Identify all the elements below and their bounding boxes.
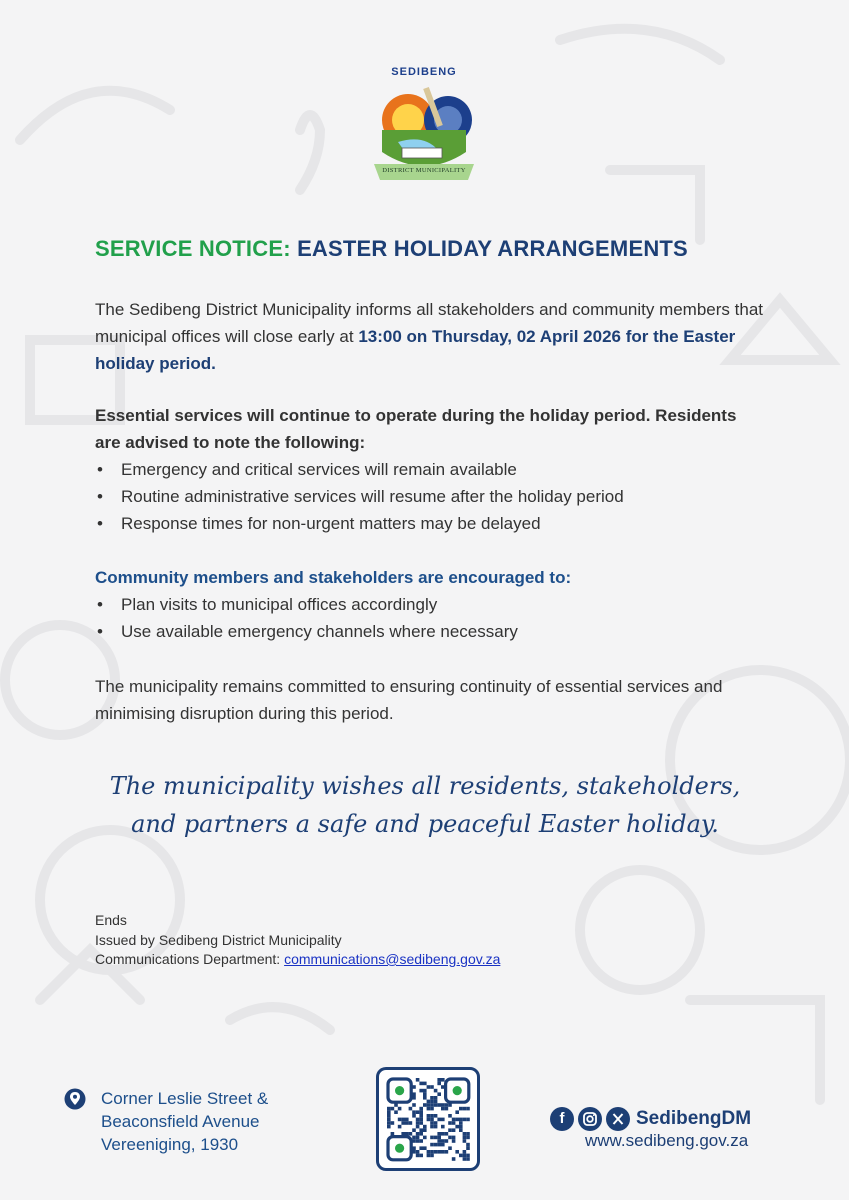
notice-title bbox=[95, 236, 775, 262]
municipality-logo bbox=[368, 60, 480, 190]
intro-text: The Sedibeng District Municipality informs all stakeholders and community members that municipal offices will close early at bbox=[95, 300, 763, 346]
address-line: Vereeniging, 1930 bbox=[101, 1135, 239, 1154]
easter-wish: The municipality wishes all residents, stakeholders, and partners a safe and peaceful Easter holiday. bbox=[109, 772, 741, 838]
facebook-icon[interactable]: f bbox=[550, 1107, 574, 1131]
address-block bbox=[101, 1087, 268, 1156]
communications-line bbox=[95, 950, 500, 970]
intro-highlight: 13:00 on Thursday, 02 April 2026 for the Easter holiday period. bbox=[95, 327, 736, 373]
issuer-block bbox=[95, 911, 500, 970]
instagram-icon[interactable] bbox=[578, 1107, 602, 1131]
ends-label: Ends bbox=[95, 912, 127, 928]
social-handle[interactable]: SedibengDM bbox=[636, 1108, 752, 1129]
essential-section bbox=[95, 402, 765, 537]
address-line: Corner Leslie Street & bbox=[101, 1089, 269, 1108]
x-icon[interactable] bbox=[606, 1107, 630, 1131]
list-item: • Use available emergency channels where necessary bbox=[95, 618, 765, 645]
encourage-list bbox=[95, 591, 765, 645]
closing-paragraph: The municipality remains committed to ensuring continuity of essential services and minimising disruption during this period. bbox=[95, 677, 723, 723]
essential-heading: Essential services will continue to operate during the holiday period. Residents are advised to note the following: bbox=[95, 406, 737, 452]
list-item: • Routine administrative services will resume after the holiday period bbox=[95, 483, 765, 510]
department-label: Communications Department: bbox=[95, 951, 281, 967]
list-item: • Emergency and critical services will remain available bbox=[95, 456, 765, 483]
qr-code[interactable] bbox=[376, 1067, 480, 1171]
list-item: • Response times for non-urgent matters may be delayed bbox=[95, 510, 765, 537]
title-label: SERVICE NOTICE: bbox=[95, 236, 291, 261]
address-line: Beaconsfield Avenue bbox=[101, 1112, 260, 1131]
title-text: EASTER HOLIDAY ARRANGEMENTS bbox=[297, 236, 688, 261]
logo-ribbon: DISTRICT MUNICIPALITY bbox=[382, 167, 466, 174]
essential-list bbox=[95, 456, 765, 537]
list-item: • Plan visits to municipal offices accordingly bbox=[95, 591, 765, 618]
encourage-heading: Community members and stakeholders are encouraged to: bbox=[95, 568, 572, 587]
issued-by: Issued by Sedibeng District Municipality bbox=[95, 931, 342, 948]
encourage-section bbox=[95, 564, 765, 645]
email-link[interactable]: communications@sedibeng.gov.za bbox=[284, 951, 501, 967]
intro-paragraph bbox=[95, 296, 765, 377]
location-pin-icon bbox=[64, 1088, 86, 1110]
logo-name: SEDIBENG bbox=[391, 66, 457, 78]
website-link[interactable]: www.sedibeng.gov.za bbox=[585, 1131, 749, 1150]
